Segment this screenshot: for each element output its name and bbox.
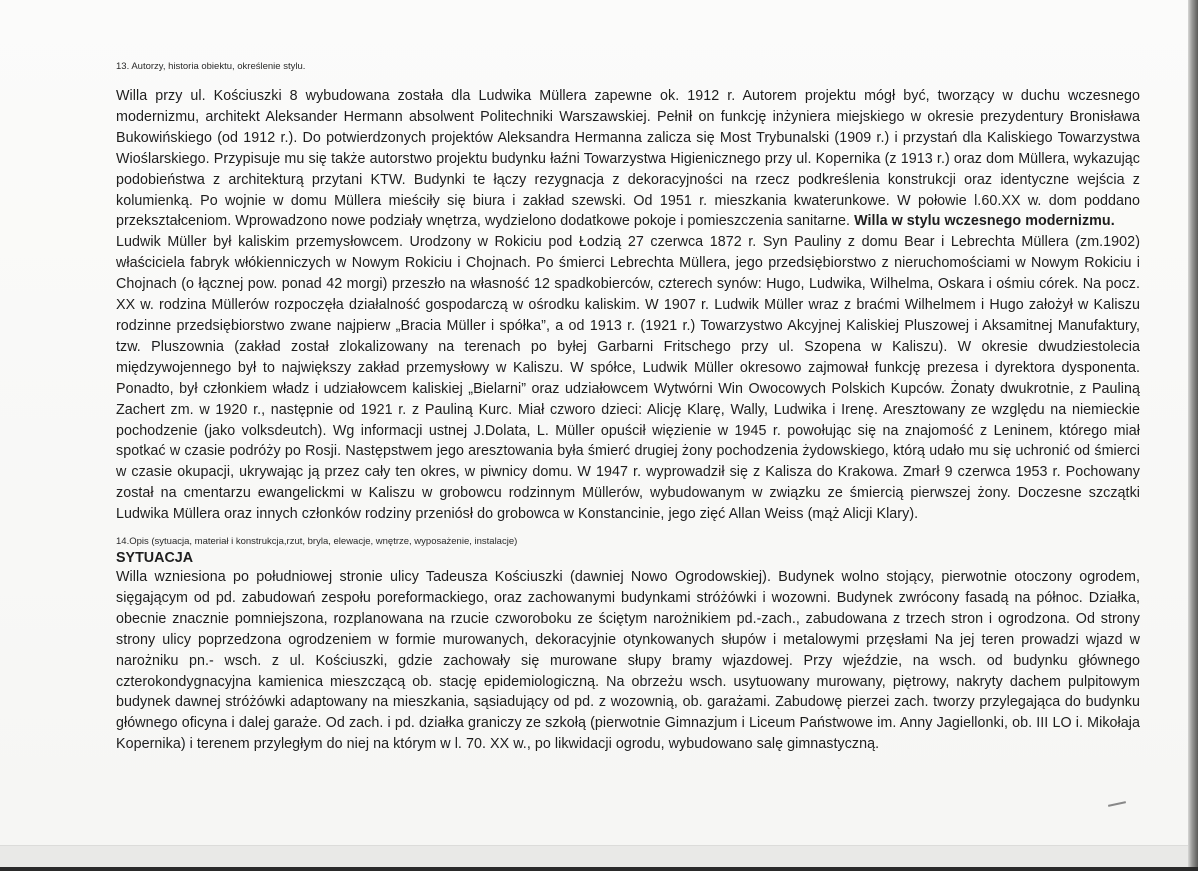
section-14-heading: 14.Opis (sytuacja, materiał i konstrukcja,rzut, bryla, elewacje, wnętrze, wyposażenie, instalacje)	[116, 536, 518, 548]
style-statement: Willa w stylu wczesnego modernizmu.	[854, 213, 1115, 230]
section-13-paragraph-history	[116, 86, 1140, 232]
scan-bottom-edge	[0, 867, 1198, 871]
history-text: Willa przy ul. Kościuszki 8 wybudowana została dla Ludwika Müllera zapewne ok. 1912 r. Autorem projektu mógł być, tworzący w duchu wczesnego modernizmu, architekt Aleksander Hermann absolwent Politechniki Warszawskiej. Pełnił on funkcję inżyniera miejskiego w okresie prezydentury Bronisława Bukowińskiego (od 1912 r.). Do potwierdzonych projektów Aleksandra Hermanna zalicza się Most Trybunalski (1909 r.) i przystań dla Kaliskiego Towarzystwa Wioślarskiego. Przypisuje mu się także autorstwo projektu budynku łaźni Towarzystwa Higienicznego przy ul. Kopernika (z 1913 r.) oraz dom Müllera, wykazując podobieństwa z architekturą przytani KTW. Budynki te łączy rezygnacja z dekoracyjności na rzecz podkreślenia konstrukcji oraz identyczne wejścia z kolumienką. Po wojnie w domu Müllera mieściły się biura i zakład szewski. Od 1951 r. mieszkania kwaterunkowe. W połowie l.60.XX w. dom poddano przekształceniom. Wprowadzono nowe podziały wnętrza, wydzielono dodatkowe pokoje i pomieszczenia sanitarne.	[116, 88, 1140, 230]
page-bottom-margin	[0, 845, 1188, 868]
page-edge-shadow	[1188, 0, 1198, 871]
section-14-subheading: SYTUACJA	[116, 550, 194, 567]
section-13-paragraph-biography: Ludwik Müller był kaliskim przemysłowcem. Urodzony w Rokiciu pod Łodzią 27 czerwca 1872 r. Syn Pauliny z domu Bear i Lebrechta Müllera (zm.1902) właściciela fabryk włókienniczych w Nowym Rokiciu i Chojnach. Po śmierci Lebrechta Müllera, jego przedsiębiorstwo z nieruchomościami w Nowym Rokiciu i Chojnach (o łącznej pow. ponad 42 morgi) przeszło na własność 12 spadkobierców, czterech synów: Hugo, Ludwika, Wilhelma, Oskara i ośmiu córek. Na pocz. XX w. rodzina Müllerów rozpoczęła działalność gospodarczą w ośrodku kaliskim. W 1907 r. Ludwik Müller wraz z braćmi Wilhelmem i Hugo założył w Kaliszu rodzinne przedsiębiorstwo zwane najpierw „Bracia Müller i spółka”, a od 1913 r. (1921 r.) Towarzystwo Akcyjnej Kaliskiej Pluszowej i Aksamitnej Manufaktury, tzw. Pluszownia (zakład został zlokalizowany na terenach po byłej Garbarni Fritschego przy ul. Szopena w Kaliszu). W okresie dwudziestolecia międzywojennego był to największy zakład przemysłowy w Kaliszu. W spółce, Ludwik Müller okresowo zajmował funkcję prezesa i dyrektora dysponenta. Ponadto, był członkiem władz i udziałowcem kaliskiej „Bielarni” oraz udziałowcem Wytwórni Win Owocowych Polskich Kupców. Żonaty dwukrotnie, z Pauliną Zachert zm. w 1920 r., następnie od 1921 r. z Pauliną Kurc. Miał czworo dzieci: Alicję Klarę, Wally, Ludwika i Irenę. Aresztowany ze względu na niemieckie pochodzenie (jako volksdeutch). Wg informacji ustnej J.Dolata, L. Müller opuścił więzienie w 1945 r. powołując się na znajomość z Leninem, którego miał spotkać w czasie podróży po Rosji. Następstwem jego aresztowania była śmierć drugiej żony pochodzenia żydowskiego, którą udało mu się uchronić od śmierci w czasie okupacji, ukrywając ją przez cały ten okres, w piwnicy domu. W 1947 r. wyprowadził się z Kalisza do Krakowa. Zmarł 9 czerwca 1953 r. Pochowany został na cmentarzu ewangelickmi w Kaliszu w grobowcu rodzinnym Müllerów, wybudowanym w związku ze śmiercią pierwszej żony. Doczesne szczątki Ludwika Müllera oraz innych członków rodziny przeniósł do grobowca w Konstancinie, jego zięć Allan Weiss (mąż Alicji Klary).	[116, 234, 1140, 523]
section-13-heading: 13. Autorzy, historia obiektu, określenie stylu.	[116, 61, 306, 72]
section-14-paragraph-situation: Willa wzniesiona po południowej stronie ulicy Tadeusza Kościuszki (dawniej Nowo Ogrodowskiej). Budynek wolno stojący, pierwotnie otoczony ogrodem, sięgającym od pd. zabudowań zespołu poreformackiego, oraz zachowanymi budynkami stróżówki i wozowni. Budynek zwrócony fasadą na północ. Działka, obecnie znacznie pomniejszona, rozplanowana na rzucie czworoboku ze ściętym narożnikiem pd.-zach., zabudowana z trzech stron i ogrodzona. Od strony strony ulicy poprzedzona ogrodzeniem w formie murowanych, dekoracyjnie otynkowanych słupów i metalowymi przęsłami Na jej teren prowadzi wjazd w narożniku pn.- wsch. z ul. Kościuszki, gdzie zachowały się murowane słupy bramy wjazdowej. Przy wjeździe, na wsch. od budynku głównego czterokondygnacyjna kamienica mieszczącą ob. stację epidemiologiczną. Na obrzeżu wsch. usytuowany murowany, piętrowy, nakryty dachem pulpitowym budynek dawnej stróżówki adaptowany na mieszkania, sąsiadujący od pd. z wozownią, ob. garażami. Zabudowę pierzei zach. tworzy przylegająca do budynku głównego oficyna i dalej garaże. Od zach. i pd. działka graniczy ze szkołą (pierwotnie Gimnazjum i Liceum Państwowe im. Anny Jagiellonki, ob. III LO i. Mikołaja Kopernika) i terenem przyległym do niej na którym w l. 70. XX w., po likwidacji ogrodu, wybudowano salę gimnastyczną.	[116, 569, 1140, 753]
document-body	[116, 60, 1140, 755]
